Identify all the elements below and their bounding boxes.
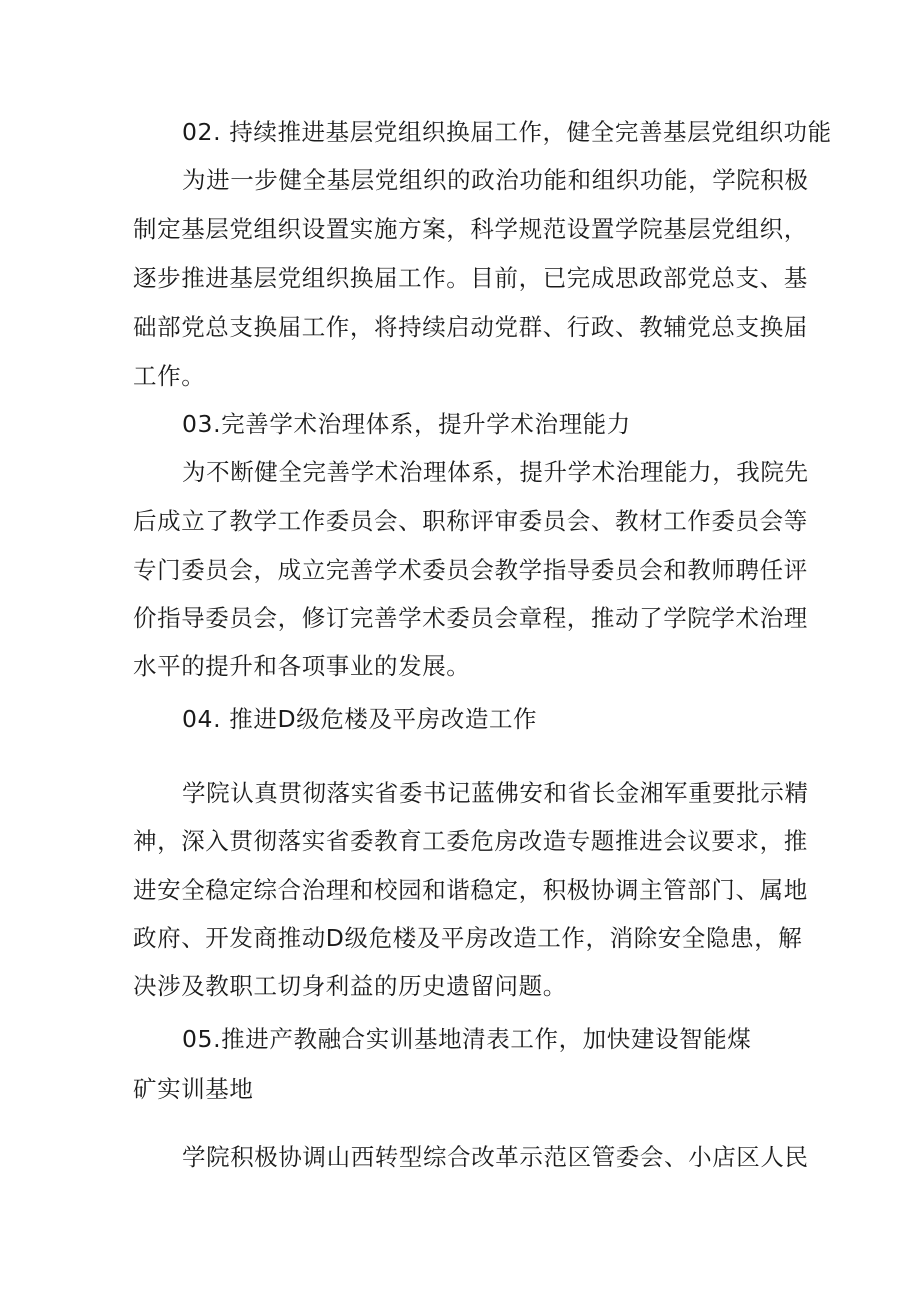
paragraph-line: 工作。: [133, 362, 206, 390]
section-heading-03: 03.完善学术治理体系，提升学术治理能力: [182, 410, 631, 438]
paragraph-line: 逐步推进基层党组织换届工作。目前，已完成思政部党总支、基: [133, 264, 808, 292]
paragraph-line: 础部党总支换届工作，将持续启动党群、行政、教辅党总支换届: [133, 313, 808, 341]
paragraph-line: 为进一步健全基层党组织的政治功能和组织功能，学院积极: [182, 166, 809, 194]
paragraph-line: 价指导委员会，修订完善学术委员会章程，推动了学院学术治理: [133, 604, 808, 632]
paragraph-line: 决涉及教职工切身利益的历史遗留问题。: [133, 972, 567, 1000]
paragraph-line: 进安全稳定综合治理和校园和谐稳定，积极协调主管部门、属地: [133, 876, 808, 904]
section-heading-05: 05.推进产教融合实训基地清表工作，加快建设智能煤: [182, 1025, 752, 1053]
paragraph-line: 水平的提升和各项事业的发展。: [133, 652, 471, 680]
section-heading-02: 02. 持续推进基层党组织换届工作，健全完善基层党组织功能: [182, 118, 832, 146]
section-heading-05-continuation: 矿实训基地: [133, 1075, 254, 1103]
paragraph-line: 制定基层党组织设置实施方案，科学规范设置学院基层党组织，: [133, 215, 808, 243]
paragraph-line: 专门委员会，成立完善学术委员会教学指导委员会和教师聘任评: [133, 556, 808, 584]
paragraph-line: 学院认真贯彻落实省委书记蓝佛安和省长金湘军重要批示精: [182, 779, 809, 807]
section-heading-04: 04. 推进D级危楼及平房改造工作: [182, 705, 538, 733]
paragraph-line: 后成立了教学工作委员会、职称评审委员会、教材工作委员会等: [133, 507, 808, 535]
paragraph-line: 为不断健全完善学术治理体系，提升学术治理能力，我院先: [182, 458, 809, 486]
paragraph-line: 政府、开发商推动D级危楼及平房改造工作，消除安全隐患，解: [133, 924, 803, 952]
paragraph-line: 神，深入贯彻落实省委教育工委危房改造专题推进会议要求，推: [133, 827, 808, 855]
paragraph-line: 学院积极协调山西转型综合改革示范区管委会、小店区人民: [182, 1143, 809, 1171]
